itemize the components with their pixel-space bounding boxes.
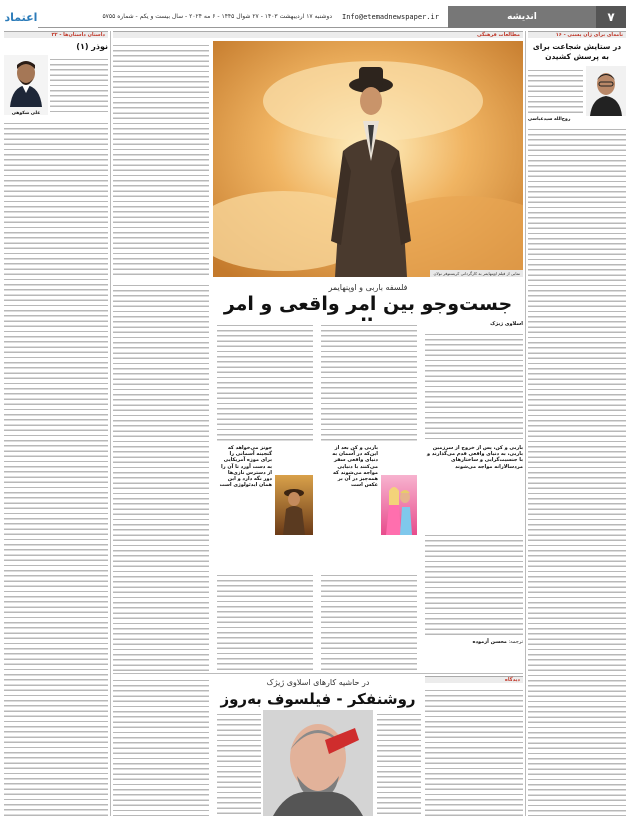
center-body-col-1 bbox=[113, 281, 209, 671]
masthead bbox=[4, 6, 626, 28]
bottom-story bbox=[113, 676, 523, 816]
left-author-name: علی شکوهی bbox=[11, 111, 41, 116]
center-body-col-3 bbox=[321, 321, 417, 441]
page-number: ۷ bbox=[596, 6, 626, 28]
pullquote-left: جونز می‌خواهد که گنجینه آسمانی را برای موزه آمریکایی به دست آورد تا آن را از دسترس نازی‌ها دور نگه دارد و این همان ایدئولوژی است bbox=[219, 445, 272, 489]
right-column bbox=[528, 31, 626, 816]
email-link[interactable]: Info@etemadnewspaper.ir bbox=[338, 6, 448, 28]
barbie-poster bbox=[381, 475, 417, 535]
date-line: دوشنبه ۱۷ اردیبهشت ۱۴۰۳ - ۲۷ شوال ۱۴۴۵ - ۶ مه ۲۰۲۴ - سال بیست و یکم - شماره ۵۷۵۵ bbox=[38, 6, 338, 28]
center-body-col-4 bbox=[425, 330, 523, 440]
feature-headline: جست‌وجو بین امر واقعی و امر bbox=[223, 293, 513, 315]
left-lead-text bbox=[50, 55, 108, 115]
left-title: نوذر (۱) bbox=[76, 42, 108, 51]
translator-label: ترجمه: bbox=[508, 639, 523, 645]
left-column bbox=[4, 31, 108, 816]
center-lower-col-4 bbox=[425, 531, 523, 635]
center-lower-col-3 bbox=[321, 571, 417, 671]
translator-name: محسن آزموده bbox=[472, 639, 507, 645]
right-section-bar: نامه‌ای برای ژان پسنی - ۱۶ bbox=[528, 31, 626, 38]
left-section-bar: داستان داستان‌ها - ۳۲ bbox=[4, 31, 108, 38]
author-portrait-right bbox=[586, 66, 626, 116]
indiana-jones-poster bbox=[275, 475, 313, 535]
bottom-text-col-4 bbox=[425, 686, 523, 816]
right-author-name: روح‌الله سیدعباسی bbox=[528, 117, 571, 122]
bottom-headline: روشنفکر - فیلسوف به‌روز bbox=[220, 690, 416, 708]
right-lead-text bbox=[528, 66, 583, 116]
zizek-photo bbox=[263, 710, 373, 816]
center-section-bar: مطالعات فرهنگی bbox=[113, 31, 523, 38]
image-caption: نمایی از فیلم اوپنهایمر به کارگردانی کریستوفر نولان bbox=[430, 270, 523, 277]
pullquote-right: باربی و کن، پس از خروج از سرزمین باربی، به دنیای واقعی قدم می‌گذارند و با جنسیت‌گرایی و ساختارهای مردسالارانه مواجه می‌شوند bbox=[427, 445, 523, 470]
bottom-section-bar: دیدگاه bbox=[425, 676, 523, 683]
translator-line bbox=[425, 639, 523, 645]
left-body-text bbox=[4, 119, 108, 816]
pullquote-barbie bbox=[321, 445, 417, 565]
right-body-text bbox=[528, 125, 626, 816]
newspaper-logo: اعتماد bbox=[4, 10, 38, 24]
pullquote-middle: باربی و کن بعد از این‌که در آسمان به دنیای واقعی سفر می‌کنند با دنیایی مواجه می‌شوند که همه‌چیز در آن بر عکس است bbox=[332, 445, 378, 489]
author-portrait-left bbox=[4, 55, 48, 115]
bottom-text-col-2 bbox=[217, 710, 261, 816]
center-lower-col-2 bbox=[217, 571, 313, 671]
feature-byline: اسلاوی ژیژک bbox=[490, 321, 523, 327]
bottom-text-col-1 bbox=[113, 676, 209, 816]
bottom-text-col-3 bbox=[377, 710, 421, 816]
center-feature bbox=[113, 31, 523, 671]
bottom-kicker: در حاشیه کارهای اسلاوی ژیژک bbox=[266, 678, 370, 687]
center-body-col-2 bbox=[217, 321, 313, 441]
pullquote-indiana bbox=[217, 445, 313, 565]
center-top-text bbox=[113, 41, 209, 277]
right-title: در ستایش شجاعت برای به پرسش کشیدن bbox=[532, 42, 622, 61]
feature-kicker: فلسفه باربی و اوپنهایمر bbox=[328, 283, 408, 292]
oppenheimer-image bbox=[213, 41, 523, 277]
section-label: اندیشه bbox=[448, 6, 596, 28]
